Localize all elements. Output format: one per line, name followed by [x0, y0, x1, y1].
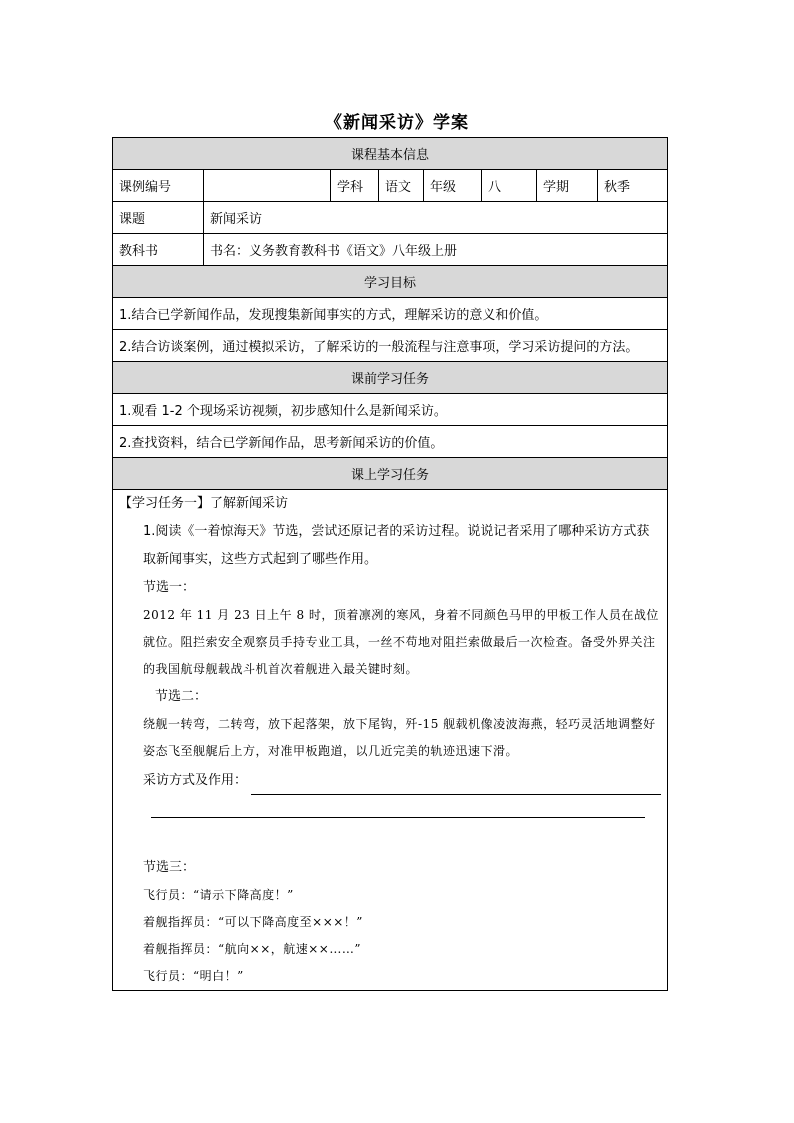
section-class-tasks: 课上学习任务: [113, 458, 668, 490]
subject-value: 语文: [379, 170, 424, 202]
grade-label: 年级: [424, 170, 482, 202]
answer-label: 采访方式及作用：: [143, 773, 248, 788]
section-pre-tasks: 课前学习任务: [113, 362, 668, 394]
term-label: 学期: [537, 170, 598, 202]
section-goals: 学习目标: [113, 266, 668, 298]
page-title: 《新闻采访》学案: [325, 113, 469, 133]
goal-item: 1.结合已学新闻作品，发现搜集新闻事实的方式，理解采访的意义和价值。: [113, 298, 668, 330]
subject-label: 学科: [331, 170, 379, 202]
goal-item: 2.结合访谈案例，通过模拟采访，了解采访的一般流程与注意事项，学习采访提问的方法。: [113, 330, 668, 362]
excerpt2-text: 绕舰一转弯，二转弯，放下起落架，放下尾钩，歼-15 舰载机像凌波海燕，轻巧灵活地调整好姿态飞至舰艉后上方，对准甲板跑道，以几近完美的轨迹迅速下滑。: [143, 717, 656, 758]
dialogue-line: 飞行员：“请示下降高度！”: [143, 888, 294, 902]
section-basic-info: 课程基本信息: [113, 138, 668, 170]
dialogue-line: 飞行员：“明白！”: [143, 969, 244, 983]
task1-title: 【学习任务一】了解新闻采访: [119, 496, 289, 511]
dialogue-line: 着舰指挥员：“航向××，航速××……”: [143, 942, 361, 956]
class-task-content: [113, 490, 668, 991]
textbook-value: 书名：义务教育教科书《语文》八年级上册: [204, 234, 668, 266]
answer-line[interactable]: [251, 776, 661, 795]
dialogue-line: 着舰指挥员：“可以下降高度至×××！”: [143, 915, 363, 929]
term-value: 秋季: [598, 170, 668, 202]
pre-task-item: 2.查找资料，结合已学新闻作品，思考新闻采访的价值。: [113, 426, 668, 458]
topic-value: 新闻采访: [204, 202, 668, 234]
excerpt2-label: 节选二：: [155, 689, 208, 704]
code-label: 课例编号: [113, 170, 204, 202]
study-plan-table: [112, 137, 668, 991]
answer-line-2[interactable]: [151, 805, 645, 818]
code-value: [204, 170, 331, 202]
pre-task-item: 1.观看 1-2 个现场采访视频，初步感知什么是新闻采访。: [113, 394, 668, 426]
topic-label: 课题: [113, 202, 204, 234]
excerpt1-text: 2012 年 11 月 23 日上午 8 时，顶着凛冽的寒风，身着不同颜色马甲的甲板工作人员在战位就位。阻拦索安全观察员手持专业工具，一丝不苟地对阻拦索做最后一次检查。备受外界关注的我国航母舰载战斗机首次着舰进入最关键时刻。: [143, 608, 659, 676]
excerpt1-label: 节选一：: [143, 580, 196, 595]
task1-question: 1.阅读《一着惊海天》节选，尝试还原记者的采访过程。说说记者采用了哪种采访方式获取新闻事实，这些方式起到了哪些作用。: [143, 524, 650, 567]
excerpt3-label: 节选三：: [143, 860, 196, 875]
textbook-label: 教科书: [113, 234, 204, 266]
grade-value: 八: [482, 170, 537, 202]
